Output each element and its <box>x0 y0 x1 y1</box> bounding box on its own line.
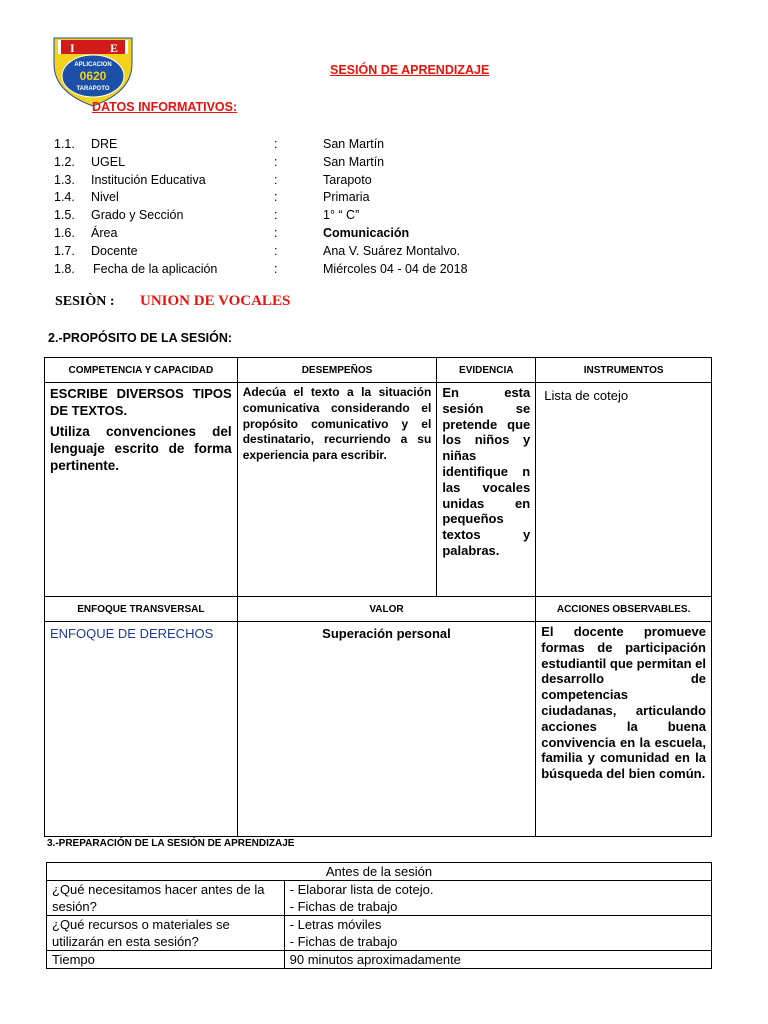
answer-line: - Letras móviles <box>289 917 382 932</box>
question-cell: ¿Qué necesitamos hacer antes de la sesión? <box>47 881 285 916</box>
answer-line: - Fichas de trabajo <box>289 934 398 949</box>
logo-letter-e: E <box>110 41 119 55</box>
valor-cell <box>237 622 536 837</box>
instrumento-text: Lista de cotejo <box>544 388 629 403</box>
evidencia-text: En esta sesión se pretende que los niños y niñas identifique n las vocales unidas en pequeños textos y palabras. <box>442 385 531 558</box>
answer-cell <box>284 881 711 916</box>
proposito-heading: 2.-PROPÓSITO DE LA SESIÓN: <box>48 331 233 345</box>
desempeno-text: Adecúa el texto a la situación comunicativa considerando el propósito comunicativo y el destinatario, recurriendo a su experiencia para escribir. <box>242 385 432 463</box>
answer-cell: 90 minutos aproximadamente <box>284 951 711 969</box>
header-instrumentos: INSTRUMENTOS <box>536 358 712 383</box>
enfoque-cell <box>45 622 238 837</box>
answer-line: - Elaborar lista de cotejo. <box>289 882 434 897</box>
question-cell: Tiempo <box>47 951 285 969</box>
antes-title: Antes de la sesión <box>47 863 712 881</box>
question-cell: ¿Qué recursos o materiales se utilizarán en esta sesión? <box>47 916 285 951</box>
answer-cell <box>284 916 711 951</box>
desempeno-cell <box>237 383 437 597</box>
logo-line3: TARAPOTO <box>76 86 110 92</box>
sesion-label: SESIÒN : <box>55 294 115 309</box>
acciones-cell <box>536 622 712 837</box>
datos-heading: DATOS INFORMATIVOS: <box>92 100 238 114</box>
logo-line2: 0620 <box>79 69 107 83</box>
sesion-title: UNION DE VOCALES <box>140 293 291 309</box>
header-enfoque: ENFOQUE TRANSVERSAL <box>45 597 238 622</box>
header-valor: VALOR <box>237 597 536 622</box>
competencia-cell <box>45 383 238 597</box>
header-competencia: COMPETENCIA Y CAPACIDAD <box>45 358 238 383</box>
header-acciones: ACCIONES OBSERVABLES. <box>536 597 712 622</box>
school-logo <box>50 34 136 108</box>
competencia-text: ESCRIBE DIVERSOS TIPOS DE TEXTOS. <box>50 386 232 418</box>
logo-line1: APLICACION <box>74 62 112 68</box>
proposito-table <box>44 357 712 837</box>
header-desempenos: DESEMPEÑOS <box>237 358 437 383</box>
header-evidencia: EVIDENCIA <box>437 358 536 383</box>
evidencia-cell <box>437 383 536 597</box>
answer-line: - Fichas de trabajo <box>289 899 398 914</box>
preparacion-heading: 3.-PREPARACIÓN DE LA SESIÓN DE APRENDIZAJE <box>47 838 295 849</box>
logo-letter-i: I <box>70 41 75 55</box>
enfoque-text: ENFOQUE DE DERECHOS <box>50 626 214 641</box>
instrumento-cell <box>536 383 712 597</box>
preparacion-table <box>46 862 712 969</box>
document-title: SESIÓN DE APRENDIZAJE <box>330 63 490 77</box>
capacidad-text: Utiliza convenciones del lenguaje escrito de forma pertinente. <box>50 424 232 473</box>
valor-text: Superación personal <box>322 626 451 641</box>
acciones-text: El docente promueve formas de participación estudiantil que permitan el desarrollo de competencias ciudadanas, articulando acciones la buena convivencia en la escuela, familia y comunidad en la búsqueda del bien común. <box>541 624 706 782</box>
